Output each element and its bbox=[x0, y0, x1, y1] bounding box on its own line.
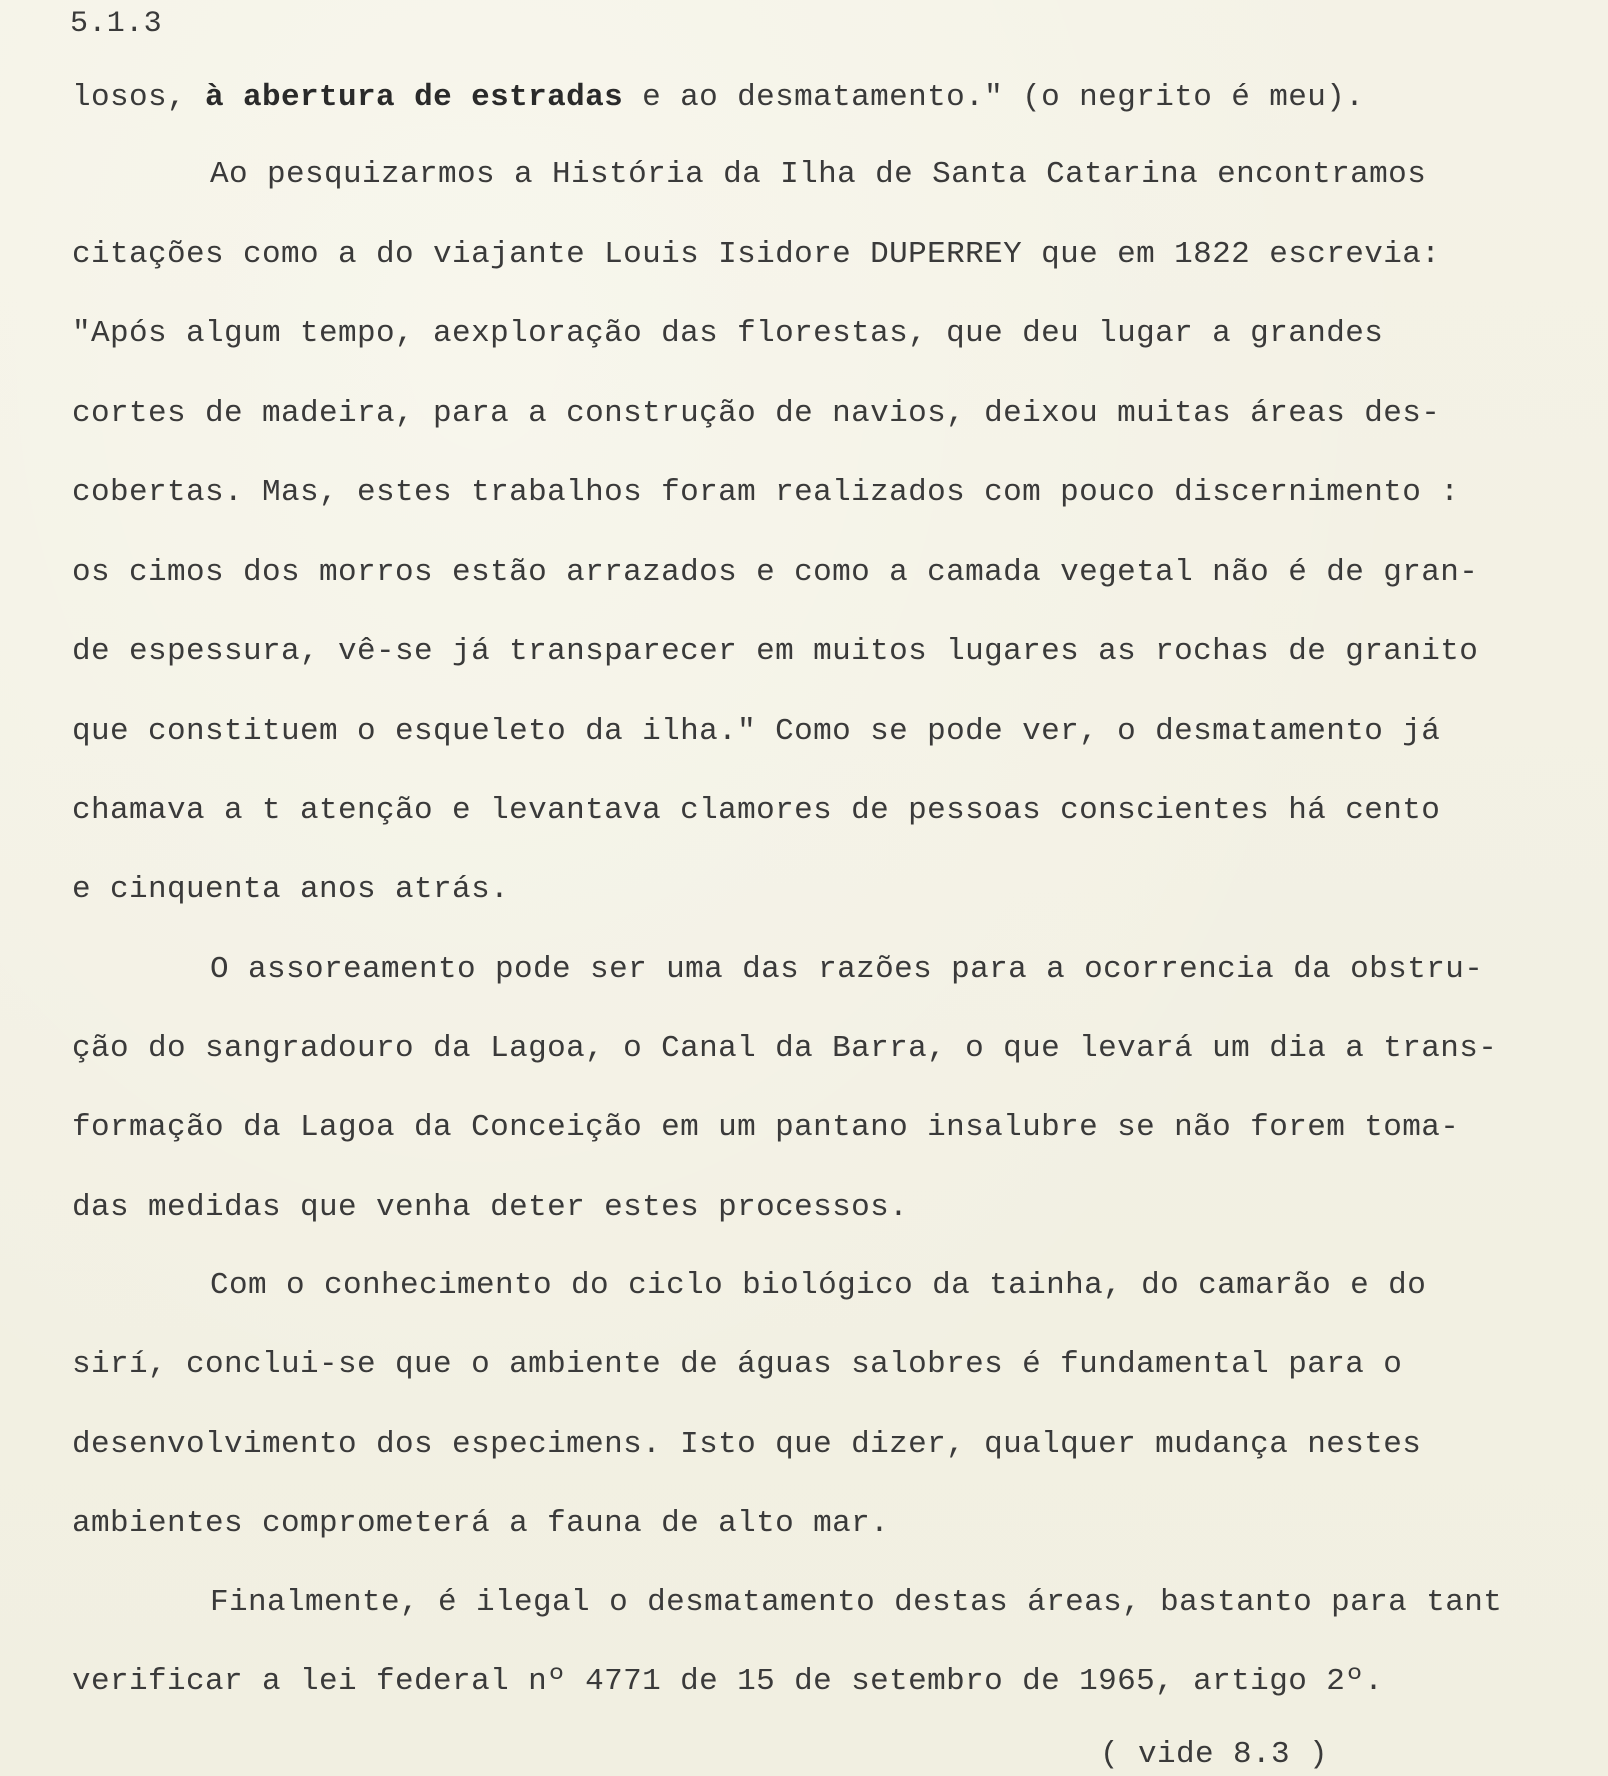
text-line-1-start: losos, bbox=[72, 80, 206, 115]
paragraph-1-line-8: que constituem o esqueleto da ilha." Como se pode ver, o desmatamento já bbox=[72, 714, 1441, 749]
paragraph-2-line-1: O assoreamento pode ser uma das razões para a ocorrencia da obstru- bbox=[210, 952, 1484, 987]
text-line-1-end: e ao desmatamento." (o negrito é meu). bbox=[623, 80, 1365, 115]
vide-reference: ( vide 8.3 ) bbox=[1100, 1737, 1329, 1772]
paragraph-1-line-2: citações como a do viajante Louis Isidore DUPERREY que em 1822 escrevia: bbox=[72, 237, 1441, 272]
paragraph-2-line-3: formação da Lagoa da Conceição em um pantano insalubre se não forem toma- bbox=[72, 1110, 1460, 1145]
paragraph-3-line-2: sirí, conclui-se que o ambiente de águas salobres é fundamental para o bbox=[72, 1347, 1403, 1382]
paragraph-3-line-3: desenvolvimento dos especimens. Isto que dizer, qualquer mudança nestes bbox=[72, 1427, 1422, 1462]
paragraph-4-line-1: Finalmente, é ilegal o desmatamento destas áreas, bastanto para tant bbox=[210, 1585, 1503, 1620]
paragraph-1-line-1: Ao pesquizarmos a História da Ilha de Santa Catarina encontramos bbox=[210, 157, 1427, 192]
paragraph-1-line-7: de espessura, vê-se já transparecer em muitos lugares as rochas de granito bbox=[72, 634, 1479, 669]
paragraph-1-line-5: cobertas. Mas, estes trabalhos foram realizados com pouco discernimento : bbox=[72, 475, 1460, 510]
paragraph-4-line-2: verificar a lei federal nº 4771 de 15 de setembro de 1965, artigo 2º. bbox=[72, 1664, 1384, 1699]
text-line-1 bbox=[72, 80, 1364, 116]
paragraph-3-line-1: Com o conhecimento do ciclo biológico da tainha, do camarão e do bbox=[210, 1268, 1427, 1303]
paragraph-1-line-3: "Após algum tempo, aexploração das florestas, que deu lugar a grandes bbox=[72, 316, 1384, 351]
paragraph-2-line-4: das medidas que venha deter estes processos. bbox=[72, 1190, 909, 1225]
page-number: 5.1.3 bbox=[70, 7, 163, 41]
paragraph-1-line-6: os cimos dos morros estão arrazados e como a camada vegetal não é de gran- bbox=[72, 555, 1479, 590]
paragraph-2-line-2: ção do sangradouro da Lagoa, o Canal da Barra, o que levará um dia a trans- bbox=[72, 1031, 1498, 1066]
paragraph-3-line-4: ambientes comprometerá a fauna de alto mar. bbox=[72, 1506, 890, 1541]
bold-phrase: à abertura de estradas bbox=[205, 80, 624, 115]
paragraph-1-line-4: cortes de madeira, para a construção de navios, deixou muitas áreas des- bbox=[72, 396, 1441, 431]
paragraph-1-line-10: e cinquenta anos atrás. bbox=[72, 872, 510, 907]
paragraph-1-line-9: chamava a t atenção e levantava clamores de pessoas conscientes há cento bbox=[72, 793, 1441, 828]
